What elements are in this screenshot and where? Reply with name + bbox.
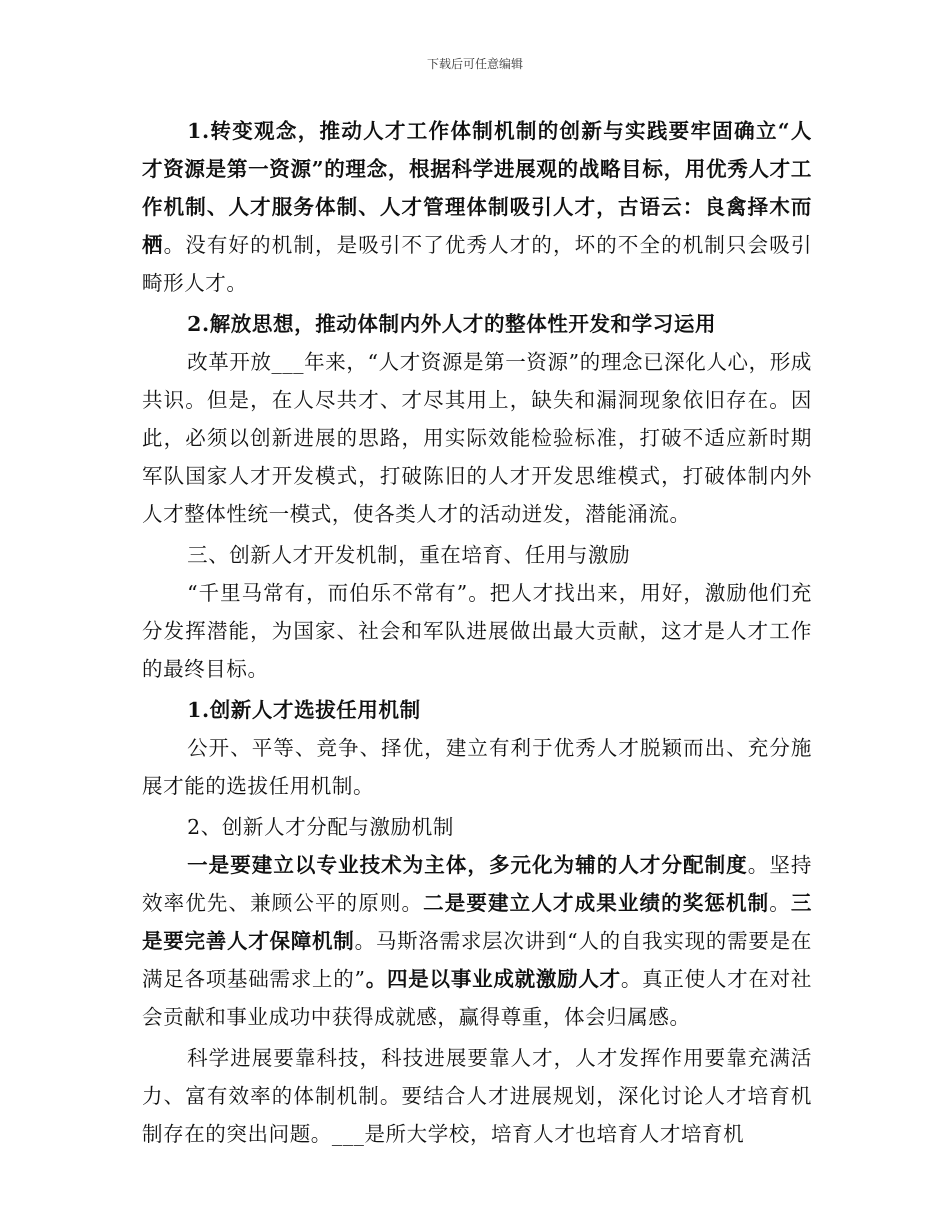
page-header: 下载后可任意编辑	[426, 57, 523, 71]
subheading-selection	[142, 691, 812, 729]
document-body	[142, 112, 812, 1153]
paragraph-reform: 改革开放___年来，“人才资源是第一资源”的理念已深化人心，形成共识。但是，在人尽共才、才尽其用上，缺失和漏洞现象依旧存在。因此，必须以创新进展的思路，用实际效能检验标准，打破不适应新时期军队国家人才开发模式，打破陈旧的人才开发思维模式，打破体制内外人才整体性统一模式，使各类人才的活动迸发，潜能涌流。	[142, 350, 812, 526]
point-two-text: 。	[769, 891, 791, 915]
subheading-distribution: 2、创新人才分配与激励机制	[187, 815, 454, 839]
point-one-text: 。坚持效率优先、兼顾公平的原则。	[142, 853, 812, 915]
paragraph-1	[142, 112, 812, 302]
point-four-bold: 。四是以事业成就激励人才	[365, 967, 621, 991]
paragraph-distribution	[142, 846, 812, 1036]
section-heading-three: 三、创新人才开发机制，重在培育、任用与激励	[187, 543, 631, 567]
point-four-text: 。真正使人才在对社会贡献和事业成功中获得成就感，赢得尊重，体会归属感。	[142, 967, 812, 1029]
subheading-liberate-thought	[142, 305, 812, 343]
paragraph-qianlima: “千里马常有，而伯乐不常有”。把人才找出来，用好，激励他们充分发挥潜能，为国家、社会和军队进展做出最大贡献，这才是人才工作的最终目标。	[142, 581, 812, 681]
paragraph-1-bold: 1.转变观念，推动人才工作体制机制的创新与实践要牢固确立“人才资源是第一资源”的理念，根据科学进展观的战略目标，用优秀人才工作机制、人才服务体制、人才管理体制吸引人才，古语云：良禽择木而栖	[142, 119, 812, 257]
paragraph-selection: 公开、平等、竞争、择优，建立有利于优秀人才脱颖而出、充分施展才能的选拔任用机制。	[142, 736, 812, 798]
subheading-selection-text: 1.创新人才选拔任用机制	[187, 698, 421, 722]
paragraph-1-text: 。没有好的机制，是吸引不了优秀人才的，坏的不全的机制只会吸引畸形人才。	[142, 233, 812, 295]
point-three-bold: 三是要完善人才保障机制	[142, 891, 812, 953]
subheading-liberate-thought-text: 2.解放思想，推动体制内外人才的整体性开发和学习运用	[187, 312, 717, 336]
paragraph-science: 科学进展要靠科技，科技进展要靠人才，人才发挥作用要靠充满活力、富有效率的体制机制。要结合人才进展规划，深化讨论人才培育机制存在的突出问题。___是所大学校，培育人才也培育人才培育机	[142, 1046, 812, 1146]
point-two-bold: 二是要建立人才成果业绩的奖惩机制	[423, 891, 770, 915]
point-one-bold: 一是要建立以专业技术为主体，多元化为辅的人才分配制度	[187, 853, 748, 877]
point-three-text: 。马斯洛需求层次讲到“人的自我实现的需要是在满足各项基础需求上的”	[142, 929, 813, 991]
